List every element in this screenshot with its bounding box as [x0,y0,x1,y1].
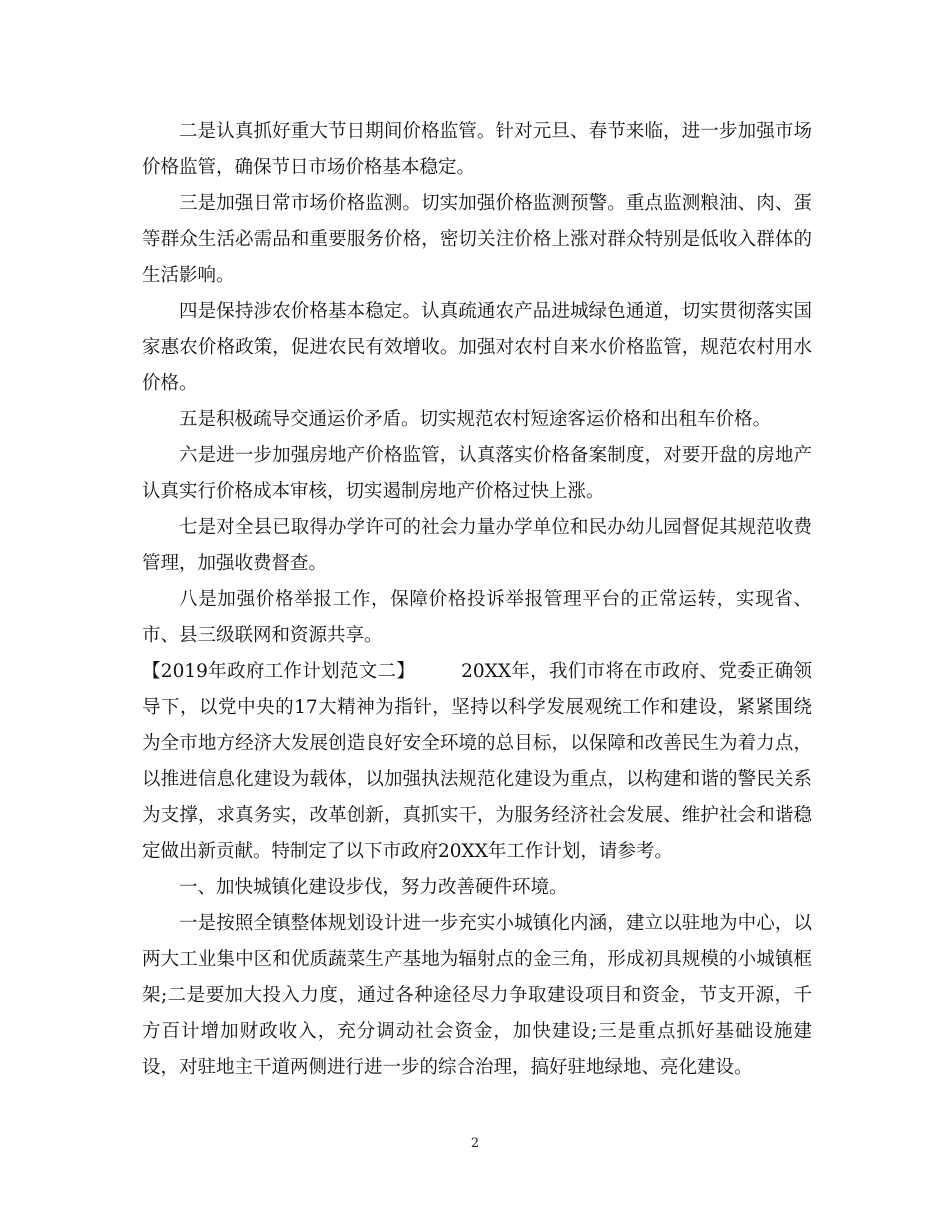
section-intro-paragraph [142,654,812,870]
item-heading: 一、加快城镇化建设步伐，努力改善硬件环境。 [179,877,568,898]
paragraph-6: 七是对全县已取得办学许可的社会力量办学单位和民办幼儿园督促其规范收费管理，加强收费督查。 [142,517,812,574]
section-heading: 【2019年政府工作计划范文二】 [142,661,416,682]
paragraph-5: 六是进一步加强房地产价格监管，认真落实价格备案制度，对要开盘的房地产认真实行价格成本审核，切实遏制房地产价格过快上涨。 [142,445,812,502]
paragraph-1: 二是认真抓好重大节日期间价格监管。针对元旦、春节来临，进一步加强市场价格监管，确保节日市场价格基本稳定。 [142,121,812,178]
paragraph-2: 三是加强日常市场价格监测。切实加强价格监测预警。重点监测粮油、肉、蛋等群众生活必需品和重要服务价格，密切关注价格上涨对群众特别是低收入群体的生活影响。 [142,193,812,286]
paragraph-7: 八是加强价格举报工作，保障价格投诉举报管理平台的正常运转，实现省、市、县三级联网和资源共享。 [142,589,812,646]
document-body [142,114,812,1086]
paragraph-4: 五是积极疏导交通运价矛盾。切实规范农村短途客运价格和出租车价格。 [179,409,772,430]
page-number: 2 [470,1136,480,1151]
paragraph-3: 四是保持涉农价格基本稳定。认真疏通农产品进城绿色通道，切实贯彻落实国家惠农价格政策，促进农民有效增收。加强对农村自来水价格监管，规范农村用水价格。 [142,301,812,394]
section-intro-text: 20XX年，我们市将在市政府、党委正确领导下，以党中央的17大精神为指针，坚持以科学发展观统工作和建设，紧紧围绕为全市地方经济大发展创造良好安全环境的总目标，以保障和改善民生为着力点，以推进信息化建设为载体，以加强执法规范化建设为重点，以构建和谐的警民关系为支撑，求真务实，改革创新，真抓实干，为服务经济社会发展、维护社会和谐稳定做出新贡献。特制定了以下市政府20XX年工作计划，请参考。 [142,661,812,862]
item-body: 一是按照全镇整体规划设计进一步充实小城镇化内涵，建立以驻地为中心，以两大工业集中区和优质蔬菜生产基地为辐射点的金三角，形成初具规模的小城镇框架;二是要加大投入力度，通过各种途径尽力争取建设项目和资金，节支开源，千方百计增加财政收入，充分调动社会资金，加快建设;三是重点抓好基础设施建设，对驻地主干道两侧进行进一步的综合治理，搞好驻地绿地、亮化建设。 [142,913,812,1078]
